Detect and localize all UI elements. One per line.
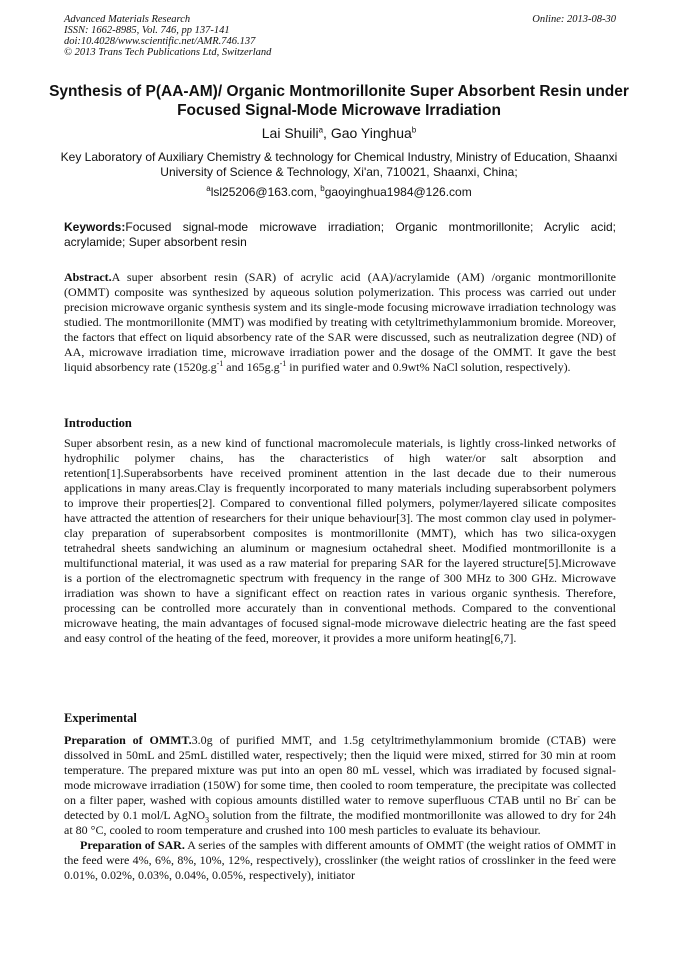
chemical-subscript: 3 xyxy=(205,815,210,825)
keywords-text: Focused signal-mode microwave irradiation; Organic montmorillonite; Acrylic acid; acrylamide; Super absorbent resin xyxy=(64,220,616,249)
paragraph-ommt xyxy=(64,733,616,838)
author-name: Lai Shuili xyxy=(261,125,319,141)
author-mark: a xyxy=(318,125,324,135)
emails-line xyxy=(40,185,638,199)
keywords-label: Keywords: xyxy=(64,220,126,234)
abstract-text: in purified water and 0.9wt% NaCl solution, respectively). xyxy=(286,360,571,374)
paragraph-label: Preparation of SAR. xyxy=(80,838,185,852)
author-name: Gao Yinghua xyxy=(330,125,412,141)
journal-header xyxy=(64,14,616,58)
abstract-block xyxy=(64,270,616,375)
experimental-body xyxy=(64,733,616,883)
paragraph-text: A series of the samples with different amounts of OMMT (the weight ratios of OMMT in the feed were 4%, 6%, 8%, 10%, 12%, respectively), crosslinker (the weight ratios of crosslinker in the feed were 0.01%, 0.02%, 0.03%, 0.04%, 0.05%, respectively), initiator xyxy=(64,838,616,882)
paragraph-text: can be detected by 0.1 mol/L AgNO xyxy=(64,793,616,822)
ion-charge: - xyxy=(577,792,580,801)
introduction-heading: Introduction xyxy=(64,416,132,430)
affiliation: Key Laboratory of Auxiliary Chemistry & technology for Chemical Industry, Ministry of Education, Shaanxi University of Science & Technology, Xi'an, 710021, Shaanxi, China; xyxy=(60,150,618,179)
email-address: gaoyinghua1984@126.com xyxy=(324,185,472,199)
online-date: Online: 2013-08-30 xyxy=(532,14,616,25)
copyright-line: © 2013 Trans Tech Publications Ltd, Switzerland xyxy=(64,47,272,58)
doi-line: doi:10.4028/www.scientific.net/AMR.746.137 xyxy=(64,36,256,47)
author-mark: b xyxy=(411,125,417,135)
experimental-heading: Experimental xyxy=(64,711,137,725)
email-mark: b xyxy=(320,184,325,193)
paragraph-sar xyxy=(64,838,616,883)
keywords-block xyxy=(64,220,616,250)
abstract-text: A super absorbent resin (SAR) of acrylic acid (AA)/acrylamide (AM) /organic montmorillonite (OMMT) composite was synthesized by aqueous solution polymerization. This process was carried out under precision microwave organic synthesis system and its single-mode focusing microwave irradiation technology was studied. The montmorillonite (MMT) was modified by treating with cetyltrimethylammonium bromide. Moreover, the factors that effect on liquid absorbency rate of the SAR were discussed, such as neutralization degree (ND) of AA, microwave irradiation time, microwave irradiation power and the dosage of the OMMT. It gave the best liquid absorbency rate (1520g.g xyxy=(64,270,616,374)
paragraph-label: Preparation of OMMT. xyxy=(64,733,192,747)
author-separator: , xyxy=(323,125,331,141)
introduction-text: Super absorbent resin, as a new kind of functional macromolecule materials, is lightly cross-linked networks of hydrophilic polymer chains, has the characteristics of high water/or salt absorption and retention[1].Superabsorbents have received prominent attention in the last decade due to their numerous applications in many areas.Clay is frequently incorporated to many materials including superabsorbent polymers to improve their properties[2]. Compared to conventional filled polymers, polymer/layered silicate composites have attracted the attention of researchers for their unique behaviour[3]. The most common clay used in polymer-clay preparation of superabsorbent composites is montmorillonite (MMT), which has two silica-oxygen tetrahedral sheets sandwiching an aluminum or magnesium octahedral sheet. Modified montmorillonite is a multifunctional material, it was used as a raw material for preparing SAR for the layered structure[5].Microwave is a portion of the electromagnetic spectrum with frequency in the range of 300 MHz to 300 GHz. Microwave irradiation was shown to have a significant effect on reaction rates in various organic synthesis. Therefore, processing can be controlled more accurately than in conventional methods. Compared to the conventional microwave heating, the main advantages of focused signal-mode microwave dielectric heating are the fast speed and easy control of the heating of the feed, moreover, it provides a more uniform heating[6,7]. xyxy=(64,436,616,645)
abstract-text: and 165g.g xyxy=(223,360,280,374)
email-mark: a xyxy=(206,184,211,193)
unit-exponent: -1 xyxy=(216,359,224,368)
unit-exponent: -1 xyxy=(279,359,287,368)
paragraph-text: 3.0g of purified MMT, and 1.5g cetyltrimethylammonium bromide (CTAB) were dissolved in 50mL and 25mL distilled water, respectively; then the liquid were mixed, stirred for 30 min at room temperature. The prepared mixture was put into an open 80 mL vessel, which was irradiated by focused signal-mode microwave irradiation (150W) for some time, then cooled to room temperature, the precipitate was collected on a filter paper, washed with copious amounts distilled water to remove superfluous CTAB until no Br xyxy=(64,733,616,807)
paper-title: Synthesis of P(AA-AM)/ Organic Montmorillonite Super Absorbent Resin under Focused Signal-Mode Microwave Irradiation xyxy=(49,83,629,119)
journal-name: Advanced Materials Research xyxy=(64,14,191,25)
abstract-label: Abstract. xyxy=(64,270,112,284)
authors-line xyxy=(40,125,638,142)
issn-line: ISSN: 1662-8985, Vol. 746, pp 137-141 xyxy=(64,25,230,36)
paragraph-text: solution from the filtrate, the modified montmorillonite was allowed to dry for 24h at 80 °C, cooled to room temperature and crushed into 100 mesh particles to evaluate its behaviour. xyxy=(64,808,617,837)
email-address: lsl25206@163.com, xyxy=(210,185,321,199)
